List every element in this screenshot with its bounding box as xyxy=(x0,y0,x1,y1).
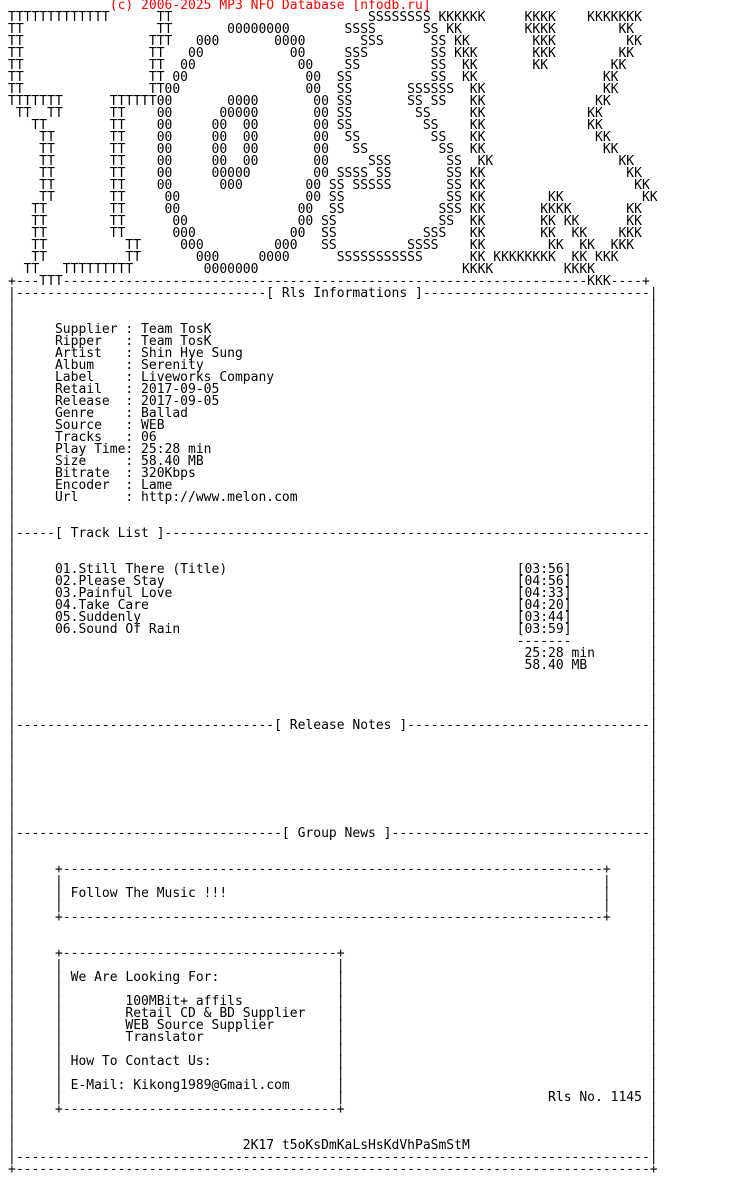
nfo-line: | Label : Liveworks Company | xyxy=(8,370,658,385)
nfo-line: |-----[ Track List ]--------------------------------------------------------------| xyxy=(8,526,658,541)
nfo-line: TT TT TT 00 00000 00 SS SS KK KK xyxy=(8,106,603,121)
nfo-line: | | xyxy=(8,742,658,757)
nfo-line: +---------------------------------------------------------------------------------+ xyxy=(8,1162,658,1177)
nfo-line: | | xyxy=(8,550,658,565)
nfo-line: | Url : http://www.melon.com | xyxy=(8,490,658,505)
nfo-line: | 2K17 t5oKsDmKaLsHsKdVhPaSmStM | xyxy=(8,1138,658,1153)
nfo-line: | Artist : Shin Hye Sung | xyxy=(8,346,658,361)
nfo-line: | | WEB Source Supplier | | xyxy=(8,1018,658,1033)
nfo-line: |---------------------------------[ Release Notes ]-------------------------------| xyxy=(8,718,658,733)
nfo-line: | ------- | xyxy=(8,634,658,649)
nfo-line: | Size : 58.40 MB | xyxy=(8,454,658,469)
nfo-line: | | xyxy=(8,502,658,517)
nfo-line: | | Follow The Music !!! | | xyxy=(8,886,658,901)
nfo-line: TT TT 00 000 00 SS SSSSS SS KK KK xyxy=(8,178,650,193)
nfo-line: | | xyxy=(8,850,658,865)
nfo-line: | | xyxy=(8,694,658,709)
nfo-line: TT TT 00 00 SS SS KK KK xyxy=(8,70,619,85)
nfo-line: TT TT 000 0000 SSSSSSSSSSS KK KKKKKKKK KK KKK xyxy=(8,250,619,265)
nfo-line: | | | | xyxy=(8,1042,658,1057)
nfo-line: | 05.Suddenly [03:44] | xyxy=(8,610,658,625)
nfo-line: | | Retail CD & BD Supplier | | xyxy=(8,1006,658,1021)
nfo-line: TT TT 00 00 SS SSS KK KKKK KK xyxy=(8,202,642,217)
nfo-line: | | xyxy=(8,802,658,817)
nfo-line: | 03.Painful Love [04:33] | xyxy=(8,586,658,601)
nfo-line: TT TT 00 00000 00 SSSS SS SS KK KK xyxy=(8,166,642,181)
nfo-line: | Retail : 2017-09-05 | xyxy=(8,382,658,397)
nfo-line: | Play Time: 25:28 min | xyxy=(8,442,658,457)
nfo-line: TT TT 00 00 00 00 SS SS KK KK xyxy=(8,130,611,145)
nfo-line: TT TT 00 00 SS SS KK KK KK KK xyxy=(8,214,642,229)
nfo-line: | | E-Mail: Kikong1989@Gmail.com | | xyxy=(8,1078,658,1093)
nfo-line: TT TT 000 000 SS SSSS KK KK KK KKK xyxy=(8,238,635,253)
nfo-line: | +-----------------------------------+ | xyxy=(8,1102,658,1117)
nfo-line: +---TTT-------------------------------------------------------------------KKK----+ xyxy=(8,274,650,289)
nfo-line: TT TT 00 00 SSS SS KKK KKK KK xyxy=(8,46,635,61)
nfo-line: | | xyxy=(8,1126,658,1141)
nfo-line: | | xyxy=(8,1114,658,1129)
nfo-line: TT TT 000 00 SS SSS KK KK KK KKK xyxy=(8,226,642,241)
nfo-line: | | We Are Looking For: | | xyxy=(8,970,658,985)
nfo-line: | | xyxy=(8,310,658,325)
nfo-line: TT TT 00 00 00 00 SS SS KK KK xyxy=(8,118,603,133)
nfo-line: | +-----------------------------------+ | xyxy=(8,946,658,961)
nfo-line: | | How To Contact Us: | | xyxy=(8,1054,658,1069)
nfo-line: | Bitrate : 320Kbps | xyxy=(8,466,658,481)
nfo-line: | | xyxy=(8,514,658,529)
nfo-line: | 58.40 MB | xyxy=(8,658,658,673)
nfo-line: | | xyxy=(8,682,658,697)
nfo-line: | 25:28 min | xyxy=(8,646,658,661)
nfo-text-block xyxy=(8,0,658,1176)
nfo-line: | | xyxy=(8,838,658,853)
nfo-line: | 02.Please Stay [04:56] | xyxy=(8,574,658,589)
nfo-line: | | Translator | | xyxy=(8,1030,658,1045)
nfo-line: TT TTT 000 0000 SSS SS KK KKK KK xyxy=(8,34,642,49)
nfo-line: | Encoder : Lame | xyxy=(8,478,658,493)
nfo-line: | | xyxy=(8,298,658,313)
nfo-line: | | 100MBit+ affils | | xyxy=(8,994,658,1009)
copyright-banner-link[interactable]: (c) 2006-2025 MP3 NFO Database [nfodb.ru] xyxy=(8,0,431,13)
nfo-line: | +---------------------------------------------------------------------+ | xyxy=(8,862,658,877)
nfo-line: TTTTTTT TTTTTT00 0000 00 SS SS SS KK KK xyxy=(8,94,611,109)
nfo-line: |---------------------------------------------------------------------------------| xyxy=(8,1150,658,1165)
nfo-line: TTTTTTTTTTTTT TT SSSSSSSS KKKKKK KKKK KKKKKKK xyxy=(8,10,642,25)
nfo-line: | 06.Sound Of Rain [03:59] | xyxy=(8,622,658,637)
nfo-line: | | | | xyxy=(8,898,658,913)
nfo-line: | Source : WEB | xyxy=(8,418,658,433)
nfo-line: TT TT 00 00 00 00 SS SS KK KK xyxy=(8,142,619,157)
nfo-line: TT TT00 00 SS SSSSSS KK KK xyxy=(8,82,619,97)
nfo-line: | Release : 2017-09-05 | xyxy=(8,394,658,409)
nfo-line: | | xyxy=(8,778,658,793)
nfo-line: TT TT 00 00 SS SS KK KK KK xyxy=(8,190,658,205)
nfo-line: | 01.Still There (Title) [03:56] | xyxy=(8,562,658,577)
nfo-line: | | xyxy=(8,922,658,937)
nfo-line: | | | | xyxy=(8,874,658,889)
nfo-line: |--------------------------------[ Rls Informations ]-----------------------------| xyxy=(8,286,658,301)
nfo-line: | Genre : Ballad | xyxy=(8,406,658,421)
nfo-line: | | xyxy=(8,754,658,769)
nfo-line: TT TT 00 00 SS SS KK KK KK xyxy=(8,58,627,73)
nfo-line: | Album : Serenity | xyxy=(8,358,658,373)
nfo-line: | | xyxy=(8,814,658,829)
nfo-line: | | xyxy=(8,706,658,721)
nfo-line: | Tracks : 06 | xyxy=(8,430,658,445)
nfo-line: TT TT 00000000 SSSS SS KK KKKK KK xyxy=(8,22,635,37)
nfo-line: TT TTTTTTTTT 0000000 KKKK KKKK xyxy=(8,262,595,277)
nfo-line: |----------------------------------[ Group News ]---------------------------------| xyxy=(8,826,658,841)
nfo-line: | | xyxy=(8,766,658,781)
nfo-line: | | | | xyxy=(8,958,658,973)
nfo-line: | | xyxy=(8,538,658,553)
nfo-line: | | xyxy=(8,790,658,805)
nfo-line: | Supplier : Team TosK | xyxy=(8,322,658,337)
nfo-line: | | xyxy=(8,670,658,685)
nfo-line: | 04.Take Care [04:20] | xyxy=(8,598,658,613)
nfo-line: | Ripper : Team TosK | xyxy=(8,334,658,349)
nfo-line: | | xyxy=(8,934,658,949)
nfo-line: | +---------------------------------------------------------------------+ | xyxy=(8,910,658,925)
nfo-line: TT TT 00 00 00 00 SSS SS KK KK xyxy=(8,154,635,169)
nfo-line: | | xyxy=(8,730,658,745)
nfo-line: | | | | xyxy=(8,982,658,997)
nfo-line: | | | Rls No. 1145 | xyxy=(8,1090,658,1105)
nfo-line: | | | | xyxy=(8,1066,658,1081)
